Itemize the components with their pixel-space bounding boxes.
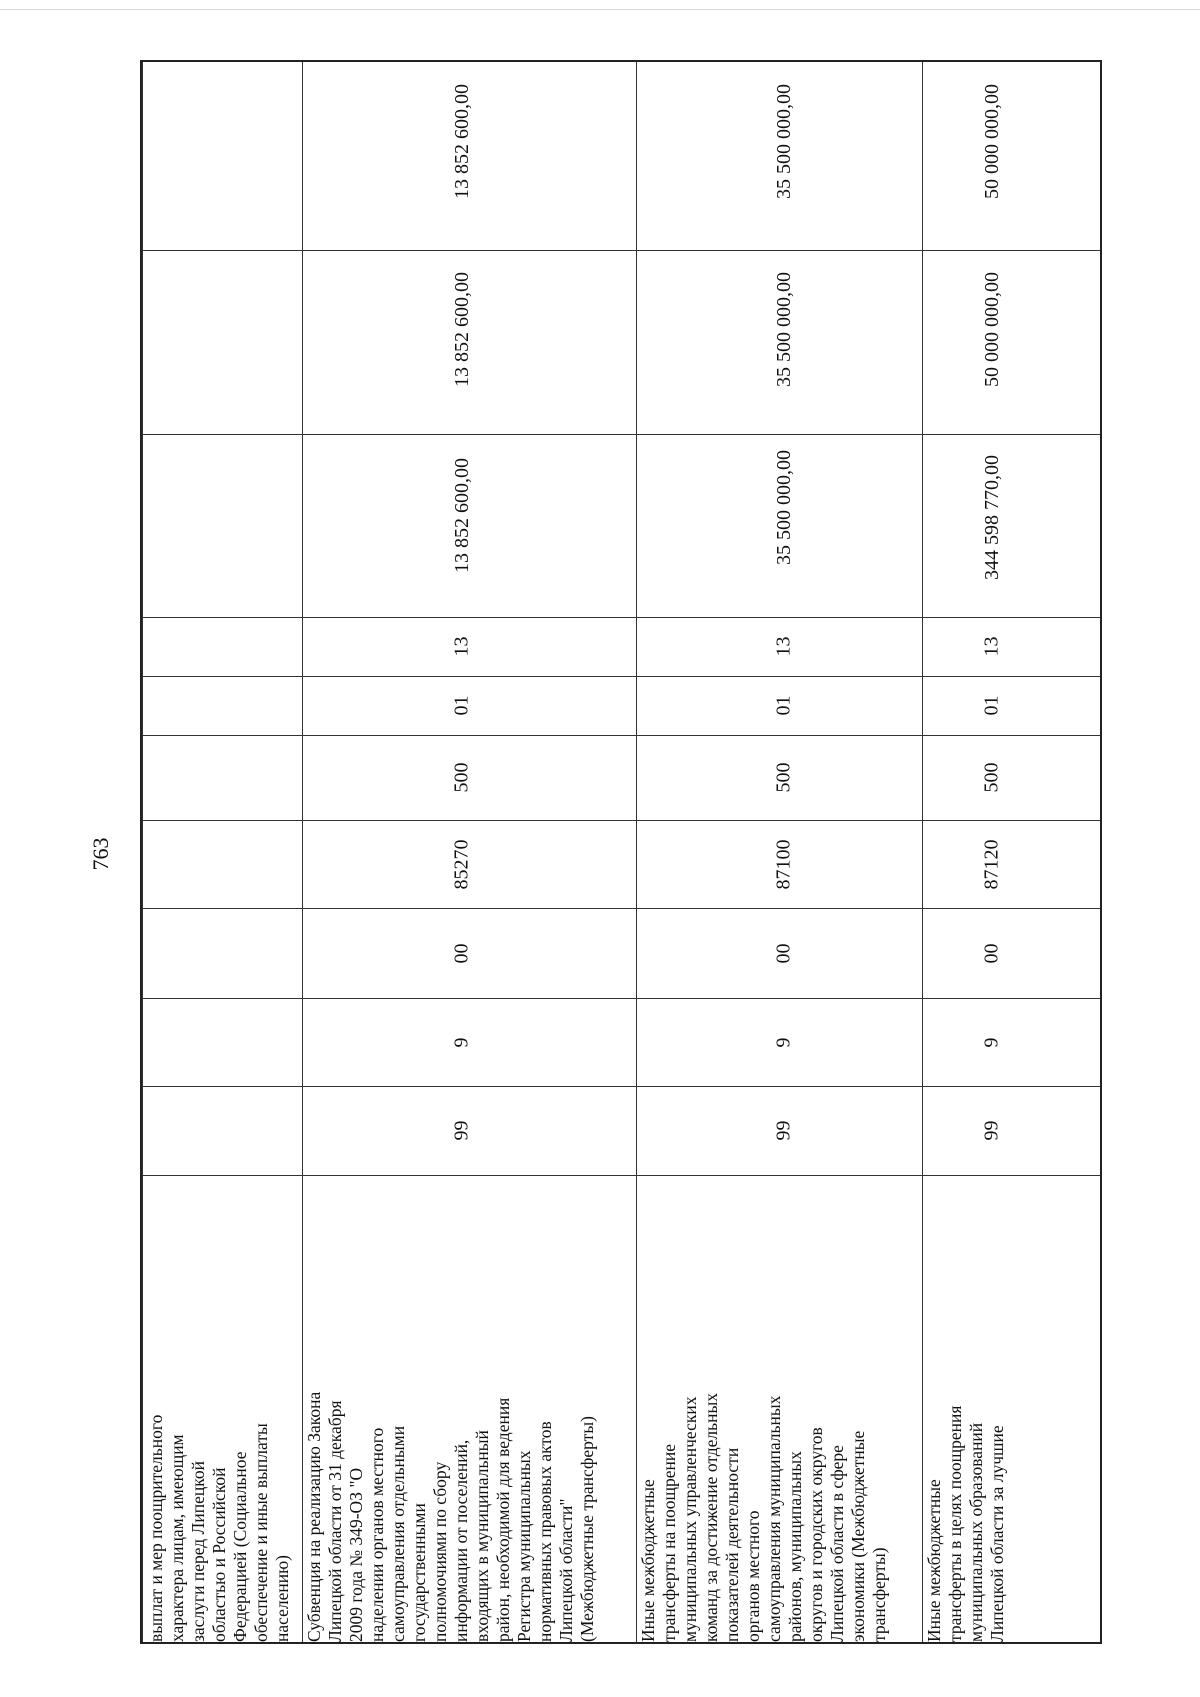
row-description: Иные межбюджетные трансферты на поощрение муниципальных управленческих команд за достижение отдельных показателей деятельности органов местного самоуправления муниципальных районов, муниципальных округов и городских округов Липецкой области в сфере экономики (Межбюджетные трансферты) bbox=[638, 1392, 889, 1642]
column-divider bbox=[142, 908, 1100, 909]
code-c4: 87100 bbox=[772, 839, 795, 889]
amount-1: 35 500 000,00 bbox=[772, 450, 795, 565]
budget-table bbox=[140, 60, 1102, 1644]
column-divider bbox=[142, 1086, 1100, 1087]
row-description: выплат и мер поощрительного характера лицам, имеющим заслуги перед Липецкой областью и Российской Федерацией (Социальное обеспечение и иные выплаты населению) bbox=[146, 1414, 292, 1642]
table-row bbox=[304, 1177, 636, 1644]
amount-1: 344 598 770,00 bbox=[980, 455, 1003, 580]
amount-2: 35 500 000,00 bbox=[772, 272, 795, 387]
column-divider bbox=[142, 1175, 1100, 1176]
column-divider bbox=[142, 250, 1100, 251]
code-c2: 9 bbox=[450, 1037, 473, 1047]
code-c5: 500 bbox=[772, 762, 795, 793]
code-c4: 87120 bbox=[980, 839, 1003, 889]
amount-2: 50 000 000,00 bbox=[980, 272, 1003, 387]
table-row bbox=[146, 1177, 302, 1644]
code-c6: 01 bbox=[772, 695, 795, 716]
amount-2: 13 852 600,00 bbox=[450, 272, 473, 387]
column-divider bbox=[142, 617, 1100, 618]
row-description: Иные межбюджетные трансферты в целях поощрения муниципальных образований Липецкой области за лучшие bbox=[924, 1405, 1007, 1642]
amount-3: 13 852 600,00 bbox=[450, 84, 473, 199]
table-row bbox=[924, 1177, 1102, 1644]
amount-3: 35 500 000,00 bbox=[772, 84, 795, 199]
code-c2: 9 bbox=[772, 1037, 795, 1047]
code-c2: 9 bbox=[980, 1037, 1003, 1047]
code-c3: 00 bbox=[980, 943, 1003, 963]
column-divider bbox=[142, 998, 1100, 999]
scan-edge bbox=[0, 0, 1200, 10]
code-c7: 13 bbox=[980, 636, 1003, 657]
code-c3: 00 bbox=[772, 943, 795, 963]
code-c1: 99 bbox=[450, 1120, 473, 1140]
code-c5: 500 bbox=[980, 762, 1003, 793]
code-c6: 01 bbox=[980, 695, 1003, 716]
code-c4: 85270 bbox=[450, 839, 473, 889]
column-divider bbox=[142, 735, 1100, 736]
column-divider bbox=[142, 434, 1100, 435]
table-row bbox=[638, 1177, 922, 1644]
code-c7: 13 bbox=[772, 636, 795, 657]
code-c6: 01 bbox=[450, 695, 473, 716]
row-description: Субвенция на реализацию Закона Липецкой области от 31 декабря 2009 года № 349-ОЗ "О наделении органов местного самоуправления отдельными государственными полномочиями по сбору информации от поселений, входящих в муниципальный район, необходимой для ведения Регистра муниципальных нормативных правовых актов Липецкой области" (Межбюджетные трансферты) bbox=[304, 1391, 597, 1642]
code-c3: 00 bbox=[450, 943, 473, 963]
amount-3: 50 000 000,00 bbox=[980, 84, 1003, 199]
column-divider bbox=[142, 676, 1100, 677]
amount-1: 13 852 600,00 bbox=[450, 458, 473, 573]
code-c1: 99 bbox=[980, 1120, 1003, 1141]
code-c5: 500 bbox=[450, 762, 473, 793]
column-divider bbox=[142, 820, 1100, 821]
page-number: 763 bbox=[88, 837, 113, 871]
code-c7: 13 bbox=[450, 636, 473, 657]
code-c1: 99 bbox=[772, 1120, 795, 1141]
